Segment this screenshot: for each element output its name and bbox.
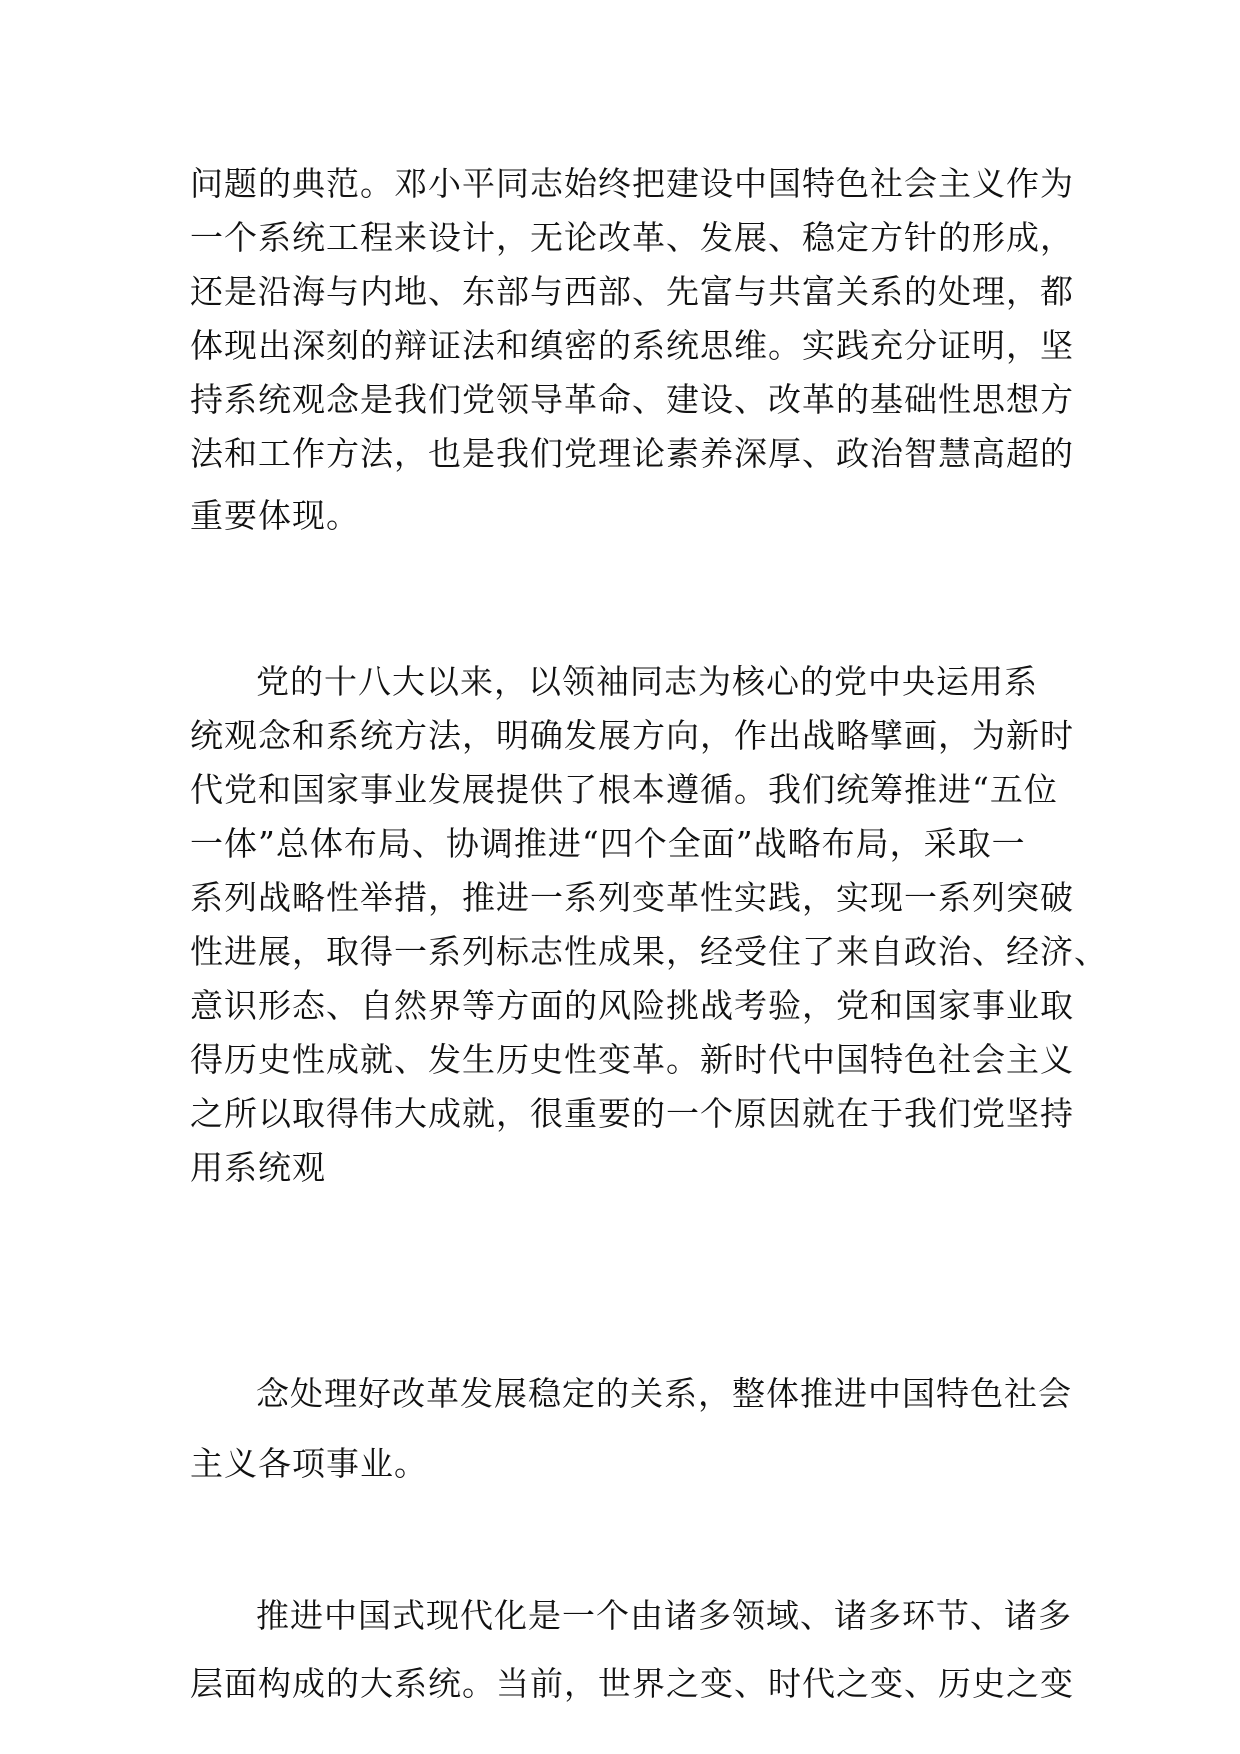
paragraph-2-line-10: 用系统观: [190, 1148, 326, 1187]
paragraph-1-line-7: 重要体现。: [190, 496, 360, 535]
paragraph-1-line-5: 持系统观念是我们党领导革命、建设、改革的基础性思想方: [190, 380, 1074, 419]
paragraph-2-line-7: 意识形态、自然界等方面的风险挑战考验，党和国家事业取: [190, 986, 1074, 1025]
paragraph-1-line-3: 还是沿海与内地、东部与西部、先富与共富关系的处理，都: [190, 272, 1074, 311]
paragraph-2-line-1: 党的十八大以来，以领袖同志为核心的党中央运用系: [256, 662, 1038, 701]
paragraph-1-line-2: 一个系统工程来设计，无论改革、发展、稳定方针的形成，: [190, 218, 1074, 257]
paragraph-3-line-2: 主义各项事业。: [190, 1444, 428, 1483]
paragraph-2-line-5: 系列战略性举措，推进一系列变革性实践，实现一系列突破: [190, 878, 1074, 917]
paragraph-4-line-1: 推进中国式现代化是一个由诸多领域、诸多环节、诸多: [256, 1596, 1072, 1635]
paragraph-2-line-4: 一体”总体布局、协调推进“四个全面”战略布局，采取一: [190, 824, 1026, 863]
paragraph-3-line-1: 念处理好改革发展稳定的关系，整体推进中国特色社会: [256, 1374, 1072, 1413]
paragraph-2-line-3: 代党和国家事业发展提供了根本遵循。我们统筹推进“五位: [190, 770, 1058, 809]
paragraph-1-line-4: 体现出深刻的辩证法和缜密的系统思维。实践充分证明，坚: [190, 326, 1074, 365]
paragraph-1-line-6: 法和工作方法，也是我们党理论素养深厚、政治智慧高超的: [190, 434, 1074, 473]
paragraph-2-line-8: 得历史性成就、发生历史性变革。新时代中国特色社会主义: [190, 1040, 1074, 1079]
paragraph-2-line-2: 统观念和系统方法，明确发展方向，作出战略擘画，为新时: [190, 716, 1074, 755]
paragraph-1-line-1: 问题的典范。邓小平同志始终把建设中国特色社会主义作为: [190, 164, 1074, 203]
paragraph-2-line-6: 性进展，取得一系列标志性成果，经受住了来自政治、经济、: [190, 932, 1108, 971]
paragraph-2-line-9: 之所以取得伟大成就，很重要的一个原因就在于我们党坚持: [190, 1094, 1074, 1133]
paragraph-4-line-2: 层面构成的大系统。当前，世界之变、时代之变、历史之变: [190, 1664, 1074, 1703]
